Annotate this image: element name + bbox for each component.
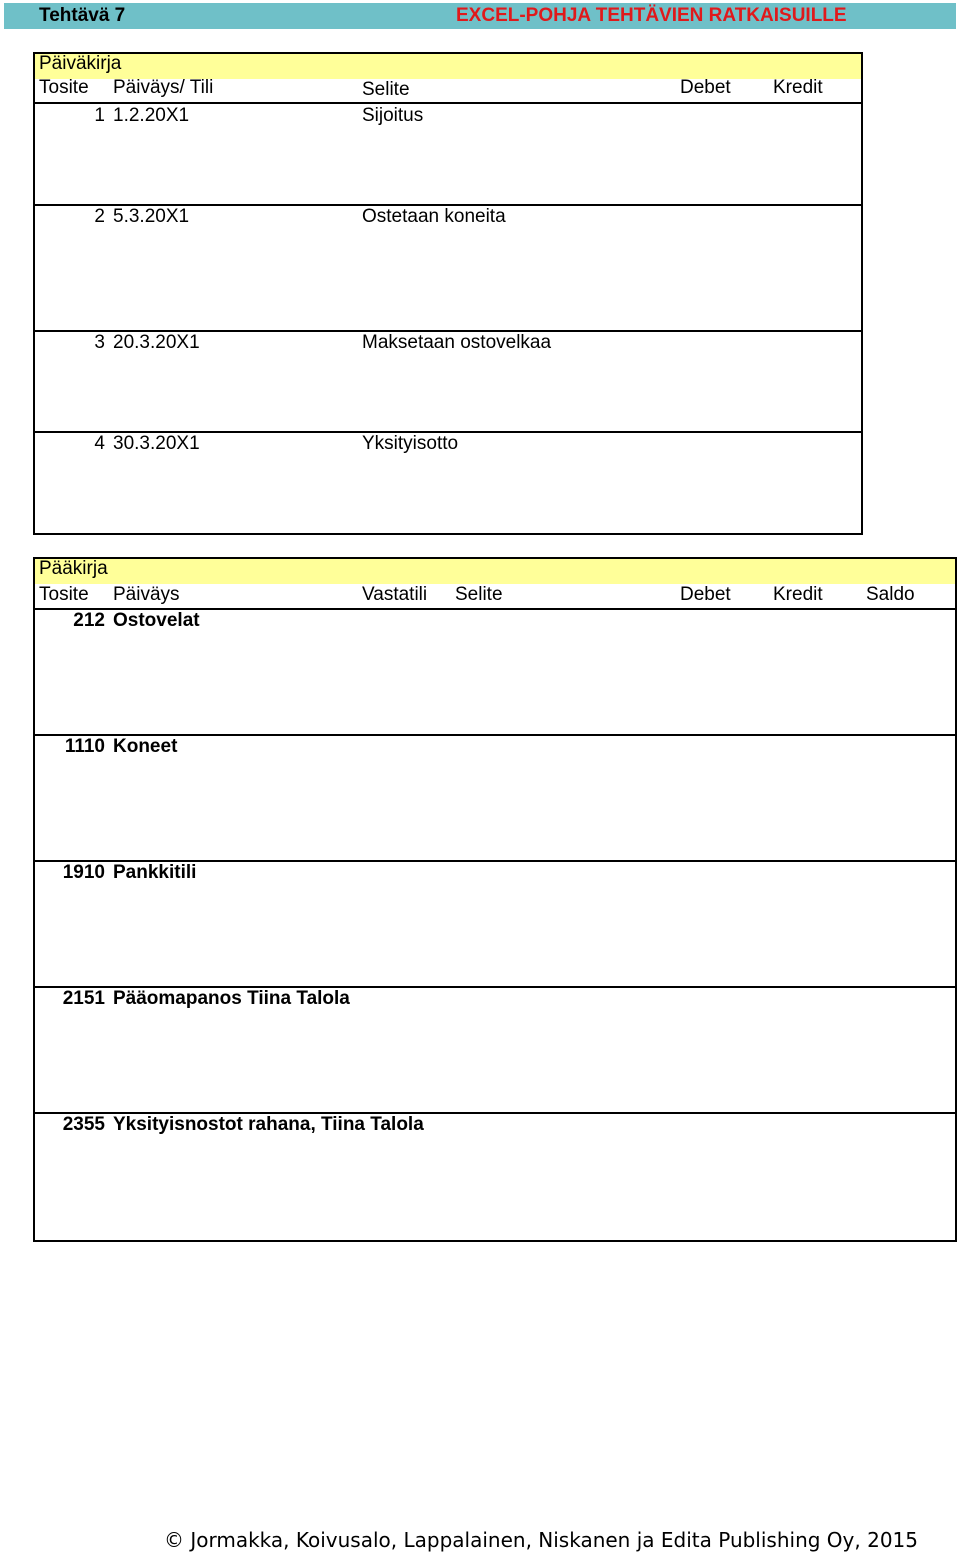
journal-row-date: 5.3.20X1 <box>113 206 190 227</box>
ledger-account-name: Yksityisnostot rahana, Tiina Talola <box>113 1114 424 1135</box>
ledger-account-name: Pääomapanos Tiina Talola <box>113 988 350 1009</box>
template-title: EXCEL-POHJA TEHTÄVIEN RATKAISUILLE <box>456 5 847 26</box>
journal-row-selite: Ostetaan koneita <box>362 206 506 227</box>
journal-title: Päiväkirja <box>39 53 122 74</box>
ledger-account-number: 1910 <box>62 862 105 883</box>
ledger-col-paivays: Päiväys <box>113 584 180 605</box>
ledger-account-name: Koneet <box>113 736 178 757</box>
journal-header-divider <box>33 102 863 104</box>
journal-row-tosite: 2 <box>94 206 105 227</box>
journal-col-tosite: Tosite <box>39 77 89 98</box>
journal-col-kredit: Kredit <box>773 77 823 98</box>
ledger-col-saldo: Saldo <box>866 584 915 605</box>
ledger-col-kredit: Kredit <box>773 584 823 605</box>
ledger-title: Pääkirja <box>39 558 108 579</box>
journal-row-date: 20.3.20X1 <box>113 332 200 353</box>
journal-title-band <box>35 54 861 79</box>
journal-col-date-account: Päiväys/ Tili <box>113 77 214 98</box>
journal-row-date: 1.2.20X1 <box>113 105 190 126</box>
journal-row-date: 30.3.20X1 <box>113 433 200 454</box>
journal-row-tosite: 1 <box>94 105 105 126</box>
ledger-account-number: 2355 <box>62 1114 105 1135</box>
ledger-account-name: Ostovelat <box>113 610 200 631</box>
journal-row-tosite: 4 <box>94 433 105 454</box>
ledger-col-tosite: Tosite <box>39 584 89 605</box>
journal-row-selite: Yksityisotto <box>362 433 459 454</box>
copyright-footer: © Jormakka, Koivusalo, Lappalainen, Niskanen ja Edita Publishing Oy, 2015 <box>164 1528 918 1552</box>
ledger-account-number: 1110 <box>64 736 105 757</box>
journal-col-debet: Debet <box>680 77 731 98</box>
ledger-table <box>33 557 957 1242</box>
ledger-account-name: Pankkitili <box>113 862 197 883</box>
ledger-col-selite: Selite <box>455 584 503 605</box>
ledger-account-number: 2151 <box>62 988 105 1009</box>
journal-row-tosite: 3 <box>94 332 105 353</box>
ledger-title-band <box>35 559 955 584</box>
journal-row-selite: Maksetaan ostovelkaa <box>362 332 552 353</box>
ledger-col-debet: Debet <box>680 584 731 605</box>
journal-row-selite: Sijoitus <box>362 105 424 126</box>
ledger-account-number: 212 <box>73 610 105 631</box>
task-title: Tehtävä 7 <box>39 5 126 26</box>
journal-col-selite: Selite <box>362 79 410 100</box>
ledger-col-vastatili: Vastatili <box>362 584 428 605</box>
